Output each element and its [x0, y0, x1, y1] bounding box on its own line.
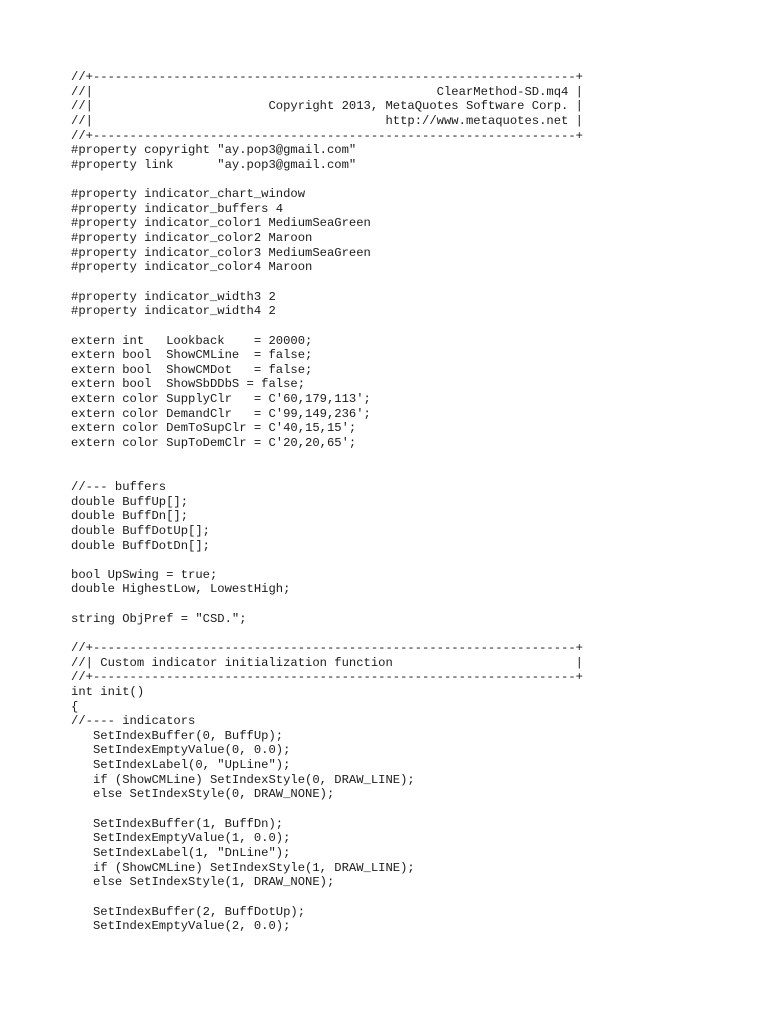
- code-line: #property indicator_color2 Maroon: [71, 231, 313, 246]
- code-line: bool UpSwing = true;: [71, 567, 218, 582]
- code-line: double BuffUp[];: [71, 494, 189, 509]
- code-line: if (ShowCMLine) SetIndexStyle(0, DRAW_LINE);: [71, 772, 415, 787]
- code-line: #property indicator_color3 MediumSeaGreen: [71, 245, 371, 260]
- code-line: #property copyright "ay.pop3@gmail.com": [71, 143, 357, 158]
- code-line: SetIndexEmptyValue(1, 0.0);: [71, 831, 291, 846]
- code-line: //| Copyright 2013, MetaQuotes Software Corp. |: [71, 99, 583, 114]
- code-line: double BuffDn[];: [71, 509, 189, 524]
- code-line: double BuffDotUp[];: [71, 523, 210, 538]
- code-line: //+------------------------------------------------------------------+: [71, 640, 583, 655]
- code-line: #property indicator_color1 MediumSeaGreen: [71, 216, 371, 231]
- code-line: double BuffDotDn[];: [71, 538, 210, 553]
- code-line: //| ClearMethod-SD.mq4 |: [71, 84, 583, 99]
- code-line: //+------------------------------------------------------------------+: [71, 670, 583, 685]
- code-line: [71, 553, 583, 568]
- code-line: #property indicator_width3 2: [71, 289, 276, 304]
- code-line: #property indicator_buffers 4: [71, 201, 284, 216]
- code-line: if (ShowCMLine) SetIndexStyle(1, DRAW_LINE);: [71, 860, 415, 875]
- code-line: string ObjPref = "CSD.";: [71, 611, 247, 626]
- code-line: double HighestLow, LowestHigh;: [71, 582, 291, 597]
- code-line: #property indicator_chart_window: [71, 187, 306, 202]
- code-line: int init(): [71, 684, 145, 699]
- code-line: [71, 890, 583, 905]
- code-line: //--- buffers: [71, 479, 167, 494]
- code-line: #property indicator_color4 Maroon: [71, 260, 313, 275]
- code-line: extern color DemToSupClr = C'40,15,15';: [71, 421, 357, 436]
- code-line: extern bool ShowCMLine = false;: [71, 348, 313, 363]
- code-line: #property link "ay.pop3@gmail.com": [71, 157, 357, 172]
- code-line: SetIndexLabel(1, "DnLine");: [71, 845, 291, 860]
- code-line: [71, 465, 583, 480]
- code-line: SetIndexLabel(0, "UpLine");: [71, 758, 291, 773]
- code-line: extern bool ShowSbDDbS = false;: [71, 377, 306, 392]
- code-line: //+------------------------------------------------------------------+: [71, 128, 583, 143]
- code-line: [71, 172, 583, 187]
- code-line: [71, 451, 583, 466]
- code-line: else SetIndexStyle(0, DRAW_NONE);: [71, 787, 335, 802]
- code-line: extern bool ShowCMDot = false;: [71, 362, 313, 377]
- code-line: extern color DemandClr = C'99,149,236';: [71, 406, 371, 421]
- source-code-listing: [71, 70, 583, 934]
- code-line: extern color SupplyClr = C'60,179,113';: [71, 392, 371, 407]
- code-line: #property indicator_width4 2: [71, 304, 276, 319]
- code-line: SetIndexBuffer(2, BuffDotUp);: [71, 904, 306, 919]
- code-line: else SetIndexStyle(1, DRAW_NONE);: [71, 875, 335, 890]
- code-line: //+------------------------------------------------------------------+: [71, 70, 583, 84]
- code-line: [71, 626, 583, 641]
- code-line: [71, 319, 583, 334]
- code-line: extern color SupToDemClr = C'20,20,65';: [71, 436, 357, 451]
- code-line: [71, 275, 583, 290]
- code-line: SetIndexEmptyValue(0, 0.0);: [71, 743, 291, 758]
- code-line: //---- indicators: [71, 714, 196, 729]
- code-line: //| Custom indicator initialization function |: [71, 655, 583, 670]
- code-line: [71, 597, 583, 612]
- code-line: SetIndexBuffer(1, BuffDn);: [71, 816, 284, 831]
- code-line: [71, 802, 583, 817]
- code-line: extern int Lookback = 20000;: [71, 333, 313, 348]
- code-line: SetIndexEmptyValue(2, 0.0);: [71, 919, 291, 934]
- code-line: {: [71, 699, 79, 714]
- code-line: //| http://www.metaquotes.net |: [71, 113, 583, 128]
- code-line: SetIndexBuffer(0, BuffUp);: [71, 728, 284, 743]
